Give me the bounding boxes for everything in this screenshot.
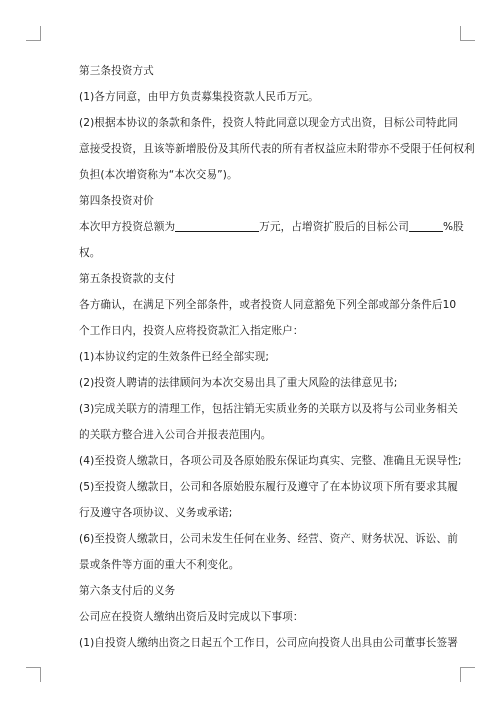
section-6-heading: 第六条支付后的义务 <box>79 585 176 597</box>
section-5-intro-line-1: 各方确认，在满足下列全部条件，或者投资人同意豁免下列全部或部分条件后10 <box>79 299 457 311</box>
section-6-item-1: (1)自投资人缴纳出资之日起五个工作日，公司应向投资人出具由公司董事长签署 <box>79 637 458 649</box>
section-5-intro-line-2: 个工作日内，投资人应将投资款汇入指定账户： <box>79 325 304 337</box>
section-5-item-3-line-2: 的关联方整合进入公司合并报表范围内。 <box>79 429 272 441</box>
section-5-heading: 第五条投资款的支付 <box>79 273 176 285</box>
section-5-item-2: (2)投资人聘请的法律顾问为本次交易出具了重大风险的法律意见书; <box>79 377 398 389</box>
section-5-item-6-line-1: (6)至投资人缴款日，公司未发生任何在业务、经营、资产、财务状况、诉讼、前 <box>79 533 458 545</box>
section-4-clause-line-2: 权。 <box>79 247 101 259</box>
section-3-clause-2-line-1: (2)根据本协议的条款和条件，投资人特此同意以现金方式出资，目标公司特此同 <box>79 117 458 129</box>
crop-mark-top-right <box>460 26 475 41</box>
section-4-heading: 第四条投资对价 <box>79 195 154 207</box>
section-5-item-4: (4)至投资人缴款日，各项公司及各原始股东保证均真实、完整、准确且无误导性; <box>79 455 462 467</box>
crop-mark-top-left <box>26 26 41 41</box>
section-6-intro: 公司应在投资人缴纳出资后及时完成以下事项： <box>79 611 304 623</box>
section-5-item-3-line-1: (3)完成关联方的清理工作，包括注销无实质业务的关联方以及将与公司业务相关 <box>79 403 458 415</box>
percent-suffix: %股 <box>442 221 464 233</box>
equity-share-label: 万元，占增资扩股后的目标公司 <box>259 221 409 233</box>
crop-mark-bottom-left <box>26 667 41 682</box>
document-body <box>79 64 475 651</box>
section-3-clause-2-line-2: 意接受投资，且该等新增股份及其所代表的所有者权益应未附带亦不受限于任何权利 <box>79 143 475 155</box>
equity-percent-blank[interactable] <box>409 220 443 232</box>
section-3-heading: 第三条投资方式 <box>79 65 154 77</box>
section-5-item-5-line-2: 行及遵守各项协议、义务或承诺; <box>79 507 233 519</box>
section-5-item-1: (1)本协议约定的生效条件已经全部实现; <box>79 351 270 363</box>
crop-mark-bottom-right <box>460 667 475 682</box>
section-3-clause-1: (1)各方同意，由甲方负责募集投资款人民币万元。 <box>79 91 319 103</box>
investment-total-label: 本次甲方投资总额为 <box>79 221 176 233</box>
section-4-clause-line-1 <box>79 220 464 235</box>
section-5-item-5-line-1: (5)至投资人缴款日，公司和各原始股东履行及遵守了在本协议项下所有要求其履 <box>79 481 458 493</box>
investment-amount-blank[interactable] <box>175 220 259 232</box>
section-3-clause-2-line-3: 负担(本次增资称为“本次交易”)。 <box>79 169 238 181</box>
section-5-item-6-line-2: 景或条件等方面的重大不利变化。 <box>79 559 240 571</box>
